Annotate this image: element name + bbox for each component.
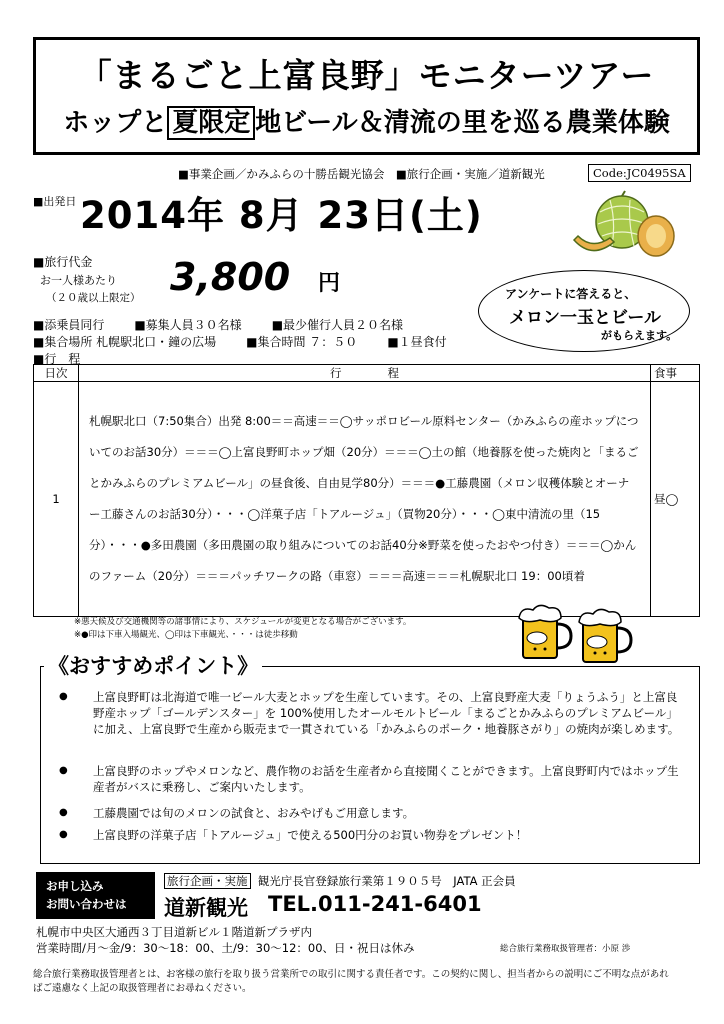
recommendation-title: 《おすすめポイント》 [44,650,262,680]
beer-mug-icon [515,602,577,662]
table-row [34,382,700,617]
survey-bubble [478,270,690,352]
meal-cell: 昼◯ [651,382,700,617]
price-label: ■旅行代金 [33,255,93,269]
plan-cell: 札幌駅北口（7:50集合）出発 8:00＝＝高速＝＝◯サッポロビール原料センター（かみふらの産ホップについてのお話30分）＝＝＝◯上富良野町ホップ畑（20分）＝＝＝◯土の館（地養豚を使った焼肉と「まるごとかみふらのプレミアムビール」の昼食後、自由見学80分）＝＝＝●工藤農園（メロン収穫体験とオーナー工藤さんのお話30分）・・・◯洋菓子店「トアルージュ」（買物20分）・・・◯東中清流の里（15分）・・・●多田農園（多田農園の取り組みについてのお話40分※野菜を使ったおやつ付き）＝＝＝◯かんのファーム（20分）＝＝＝パッチワークの路（車窓）＝＝＝高速＝＝＝札幌駅北口 19：00頃着 [79,382,651,617]
escort-info: ■添乗員同行 [33,318,105,332]
phone-number: TEL.011-241-6401 [268,892,482,916]
header-meal: 食事 [651,365,700,382]
list-item [59,689,683,737]
meal-info: ■１昼食付 [387,335,447,349]
subtitle-prefix: ホップと [63,108,168,138]
inquiry-label: お問い合わせは [46,897,127,911]
list-item [59,805,683,821]
footer-note-line1: 総合旅行業務取扱管理者とは、お客様の旅行を取り扱う営業所での取引に関する責任者です。この契約に関し、担当者からの説明にご不明な点があれ [33,969,669,980]
header-plan: 行 程 [79,365,651,382]
tour-subtitle [36,102,697,139]
subtitle-suffix: 地ビール＆清流の里を巡る農業体験 [255,108,670,138]
departure-label: ■出発日 [33,195,77,208]
footer-note-line2: ばご遠慮なく上記の取扱管理者にお尋ねください。 [33,983,252,994]
price-age-limit: （２０歳以上限定） [46,292,141,304]
bullet-icon: ● [59,691,68,702]
recommendation-text: 上富良野町は北海道で唯一ビール大麦とホップを生産しています。その、上富良野産大麦「りょうふう」と上富良野産ホップ「ゴールデンスター」を 100%使用したオールモルトビール「まるごとかみふらのプレミアムビール」に加え、上富良野で生産から販売まで一貫されている「かみふらのポーク・地養豚さがり」の焼肉が楽しめます。 [93,690,680,736]
bubble-line2: メロン一玉とビール [509,308,661,328]
registration-text: 観光庁長官登録旅行業第１９０５号 JATA 正会員 [257,874,516,888]
bubble-line1: アンケートに答えると、 [505,287,637,301]
bullet-icon: ● [59,807,68,818]
capacity-info: ■募集人員３０名様 [134,318,242,332]
schedule-note: ※悪天候及び交通機関等の諸事情により、スケジュールが変更となる場合がございます。 [74,617,412,627]
meeting-time: ■集合時間 ７：５０ [246,335,358,349]
table-header-row [34,365,700,382]
minimum-info: ■最少催行人員２０名様 [271,318,404,332]
business-hours: 営業時間/月～金/9：30～18：00、土/9：30～12：00、日・祝日は休み [36,941,415,955]
tour-code: Code:JC0495SA [588,164,691,182]
recommendation-text: 工藤農園では旬のメロンの試食と、おみやげもご用意します。 [93,806,415,820]
tour-title: 「まるごと上富良野」モニターツアー [78,56,655,95]
manager-name: 総合旅行業務取扱管理者：小原 渉 [500,944,631,954]
recommendation-text: 上富良野の洋菓子店「トアルージュ」で使える500円分のお買い物券をプレゼント！ [93,828,528,842]
price-unit: 円 [318,271,341,296]
address: 札幌市中央区大通西３丁目道新ビル１階道新プラザ内 [36,925,312,939]
agency-registration [164,873,516,889]
info-row-1 [33,316,433,333]
price-per-person: お一人様あたり [40,274,117,287]
info-row-2 [33,333,477,350]
planning-tag: 旅行企画・実施 [164,873,251,889]
price-amount: 3,800 [170,255,291,299]
header-day: 日次 [34,365,79,382]
departure-date: 2014年 8月 23日(土) [80,194,483,237]
summer-limited-badge: 夏限定 [167,106,255,140]
bullet-icon: ● [59,765,68,776]
bubble-line3: がもらえます。 [601,329,678,342]
list-item [59,827,683,843]
symbol-note: ※●印は下車入場観光、◯印は下車観光、・・・は徒歩移動 [74,630,298,640]
bullet-icon: ● [59,829,68,840]
recommendation-text: 上富良野のホップやメロンなど、農作物のお話を生産者から直接聞くことができます。上富良野町内ではホップ生産者がバスに乗務し、ご案内いたします。 [93,764,679,794]
beer-mug-icon [575,606,637,666]
apply-label: お申し込み [46,879,104,893]
melon-illustration [570,190,680,262]
contact-label-box [36,872,155,919]
title-box [33,37,700,155]
meeting-place: ■集合場所 札幌駅北口・鐘の広場 [33,335,217,349]
list-item [59,763,683,795]
itinerary-label: ■行 程 [33,352,81,366]
recommendation-box [40,666,700,864]
sponsor-line: ■事業企画／かみふらの十勝岳観光協会 ■旅行企画・実施／道新観光 [178,167,545,181]
day-cell: 1 [34,382,79,617]
itinerary-table [33,364,700,617]
company-name: 道新観光 [164,896,248,920]
